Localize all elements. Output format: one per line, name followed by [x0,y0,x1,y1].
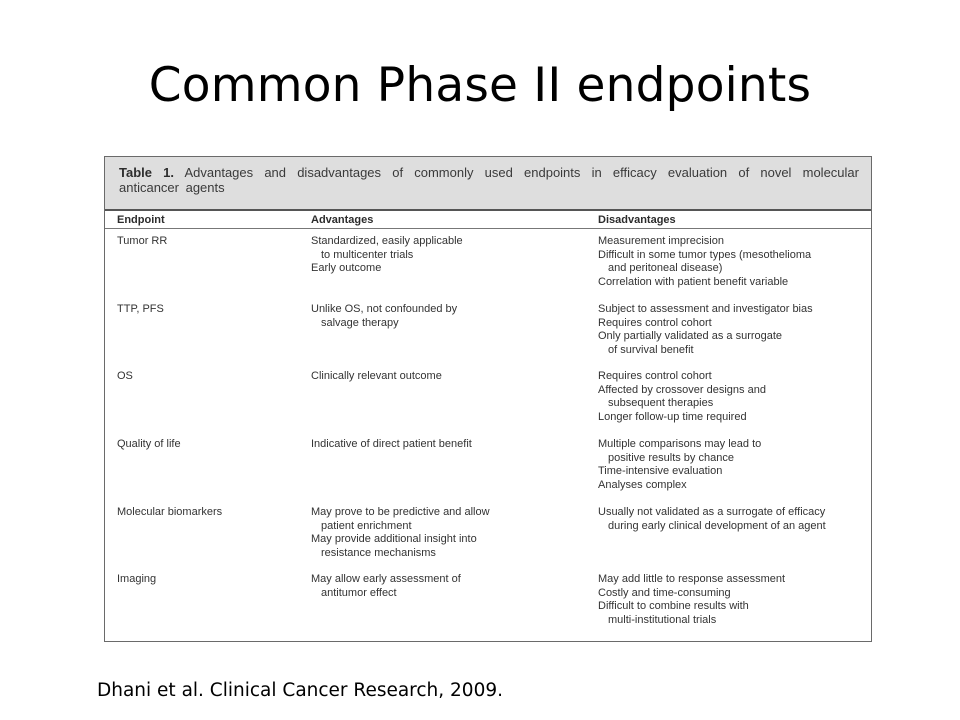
table-row [105,573,871,627]
disadvantage-line: Measurement imprecision [598,235,724,247]
disadvantage-line: Longer follow-up time required [598,410,747,423]
cell-disadvantages [598,573,871,627]
advantage-line: May provide additional insight into [311,533,477,546]
cell-advantages [311,573,598,627]
cell-advantages [311,506,598,560]
cell-endpoint: Molecular biomarkers [117,506,223,518]
disadvantage-line: Analyses complex [598,478,687,491]
advantage-line: patient enrichment [321,519,412,532]
table-row [105,303,871,357]
cell-disadvantages [598,438,871,492]
table-row [105,438,871,492]
advantage-line: to multicenter trials [321,248,414,261]
cell-advantages [311,303,598,357]
slide-title: Common Phase II endpoints [148,58,812,113]
disadvantage-line: May add little to response assessment [598,573,786,585]
advantage-line: May prove to be predictive and allow [311,506,490,518]
disadvantage-line: of survival benefit [608,343,694,356]
cell-advantages [311,370,598,424]
disadvantage-line: and peritoneal disease) [608,262,723,275]
disadvantage-line: Correlation with patient benefit variable [598,275,789,288]
table-caption-text: Advantages and disadvantages of commonly used endpoints in efficacy evaluation of novel molecular anticancer agents [119,165,859,195]
disadvantage-line: positive results by chance [608,451,734,464]
advantage-line: Clinically relevant outcome [311,370,442,382]
table-row [105,506,871,560]
table-caption [105,157,871,209]
cell-endpoint: Imaging [117,573,157,585]
disadvantage-line: Requires control cohort [598,370,712,382]
citation: Dhani et al. Clinical Cancer Research, 2009. [97,680,503,701]
table-row [105,235,871,289]
disadvantage-line: Difficult to combine results with [598,600,749,613]
cell-endpoint: Tumor RR [117,235,168,247]
disadvantage-line: Time-intensive evaluation [598,465,723,478]
advantage-line: Unlike OS, not confounded by [311,303,458,315]
cell-disadvantages [598,235,871,289]
cell-advantages [311,235,598,289]
header-disadvantages: Disadvantages [598,213,676,226]
advantage-line: resistance mechanisms [321,546,436,559]
disadvantage-line: Difficult in some tumor types (mesothelioma [598,248,812,261]
endpoints-table [104,156,872,642]
disadvantage-line: subsequent therapies [608,397,714,410]
advantage-line: Indicative of direct patient benefit [311,438,472,450]
disadvantage-line: multi-institutional trials [608,613,717,626]
cell-disadvantages [598,303,871,357]
disadvantage-line: Multiple comparisons may lead to [598,438,762,450]
advantage-line: Early outcome [311,262,382,275]
advantage-line: Standardized, easily applicable [311,235,463,247]
cell-endpoint: TTP, PFS [117,303,164,315]
table-caption-label: Table 1. [119,165,175,180]
disadvantage-line: during early clinical development of an agent [608,519,826,532]
cell-advantages [311,438,598,492]
table-header-row [105,211,871,229]
cell-disadvantages [598,370,871,424]
disadvantage-line: Usually not validated as a surrogate of efficacy [598,506,826,518]
header-advantages: Advantages [311,213,374,226]
cell-endpoint: OS [117,370,133,382]
advantage-line: antitumor effect [321,586,397,599]
disadvantage-line: Requires control cohort [598,316,712,329]
advantage-line: salvage therapy [321,316,399,329]
cell-disadvantages [598,506,871,560]
header-endpoint: Endpoint [117,213,165,226]
cell-endpoint: Quality of life [117,438,181,450]
disadvantage-line: Subject to assessment and investigator bias [598,303,813,315]
disadvantage-line: Only partially validated as a surrogate [598,330,783,343]
advantage-line: May allow early assessment of [311,573,461,585]
table-row [105,370,871,424]
disadvantage-line: Costly and time-consuming [598,586,731,599]
disadvantage-line: Affected by crossover designs and [598,383,766,396]
